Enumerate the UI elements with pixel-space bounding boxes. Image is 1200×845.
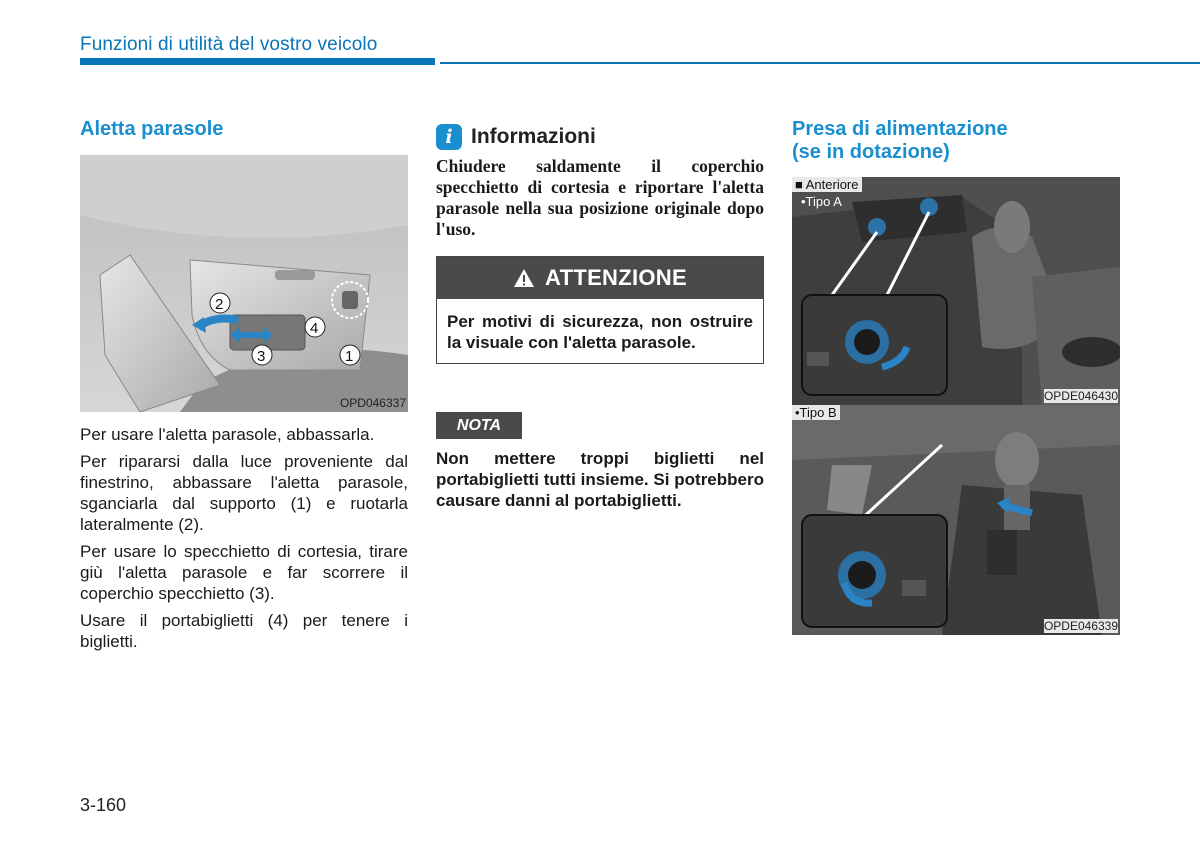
power-outlet-figure-type-b (792, 405, 1120, 635)
power-outlet-figure-type-a (792, 177, 1120, 405)
page-number: 3-160 (80, 795, 127, 815)
left-column (80, 118, 408, 658)
header-rule-thick (80, 58, 435, 65)
note-text: Non mettere troppi biglietti nel portabiglietti tutti insieme. Si potrebbero causare danni al portabiglietti. (436, 449, 764, 510)
warning-text: Per motivi di sicurezza, non ostruire la visuale con l'aletta parasole. (447, 312, 753, 352)
type-a-illustration (792, 177, 1120, 405)
page-header-title: Funzioni di utilità del vostro veicolo (80, 34, 378, 55)
info-title: Informazioni (471, 125, 596, 148)
middle-column (436, 122, 764, 562)
header-rule-thin (440, 62, 1200, 64)
callout-1: 1 (345, 348, 354, 365)
type-b-illustration (792, 405, 1120, 635)
paragraph: Per usare l'aletta parasole, abbassarla. (80, 425, 375, 444)
section-heading-power-outlet (792, 118, 1120, 164)
figure-code: OPD046337 (339, 396, 406, 410)
warning-header (437, 257, 763, 299)
paragraph: Per usare lo specchietto di cortesia, tirare giù l'aletta parasole e far scorrere il coperchio specchietto (3). (80, 542, 408, 603)
callout-4: 4 (310, 320, 319, 337)
warning-box (436, 256, 764, 364)
callout-2: 2 (215, 296, 224, 313)
figure-label-tipo-a: •Tipo A (801, 194, 842, 209)
warning-triangle-icon (513, 268, 535, 288)
callout-3: 3 (257, 348, 266, 365)
section-heading-sun-visor: Aletta parasole (80, 118, 224, 140)
paragraph: Usare il portabiglietti (4) per tenere i biglietti. (80, 611, 408, 651)
left-body-text (80, 424, 408, 652)
info-icon: i (436, 124, 462, 150)
paragraph: Per ripararsi dalla luce proveniente dal finestrino, abbassare l'aletta parasole, sganciarla dal supporto (1) e ruotarla lateralmente (2). (80, 452, 408, 534)
heading-line-1: Presa di alimentazione (792, 118, 1008, 140)
sun-visor-figure (80, 155, 408, 412)
info-text: Chiudere saldamente il coperchio specchietto di cortesia e riportare l'aletta parasole nella sua posizione originale dopo l'uso. (436, 156, 764, 239)
warning-title: ATTENZIONE (545, 265, 687, 290)
figure-label-tipo-b: •Tipo B (792, 405, 840, 420)
figure-code: OPDE046339 (1043, 619, 1118, 633)
right-column (792, 118, 1120, 633)
note-badge: NOTA (436, 412, 522, 439)
figure-code: OPDE046430 (1043, 389, 1118, 403)
heading-line-2: (se in dotazione) (792, 141, 950, 163)
figure-label-anteriore: ■ Anteriore (792, 177, 862, 192)
sun-visor-illustration (80, 155, 408, 412)
info-header (436, 122, 764, 152)
